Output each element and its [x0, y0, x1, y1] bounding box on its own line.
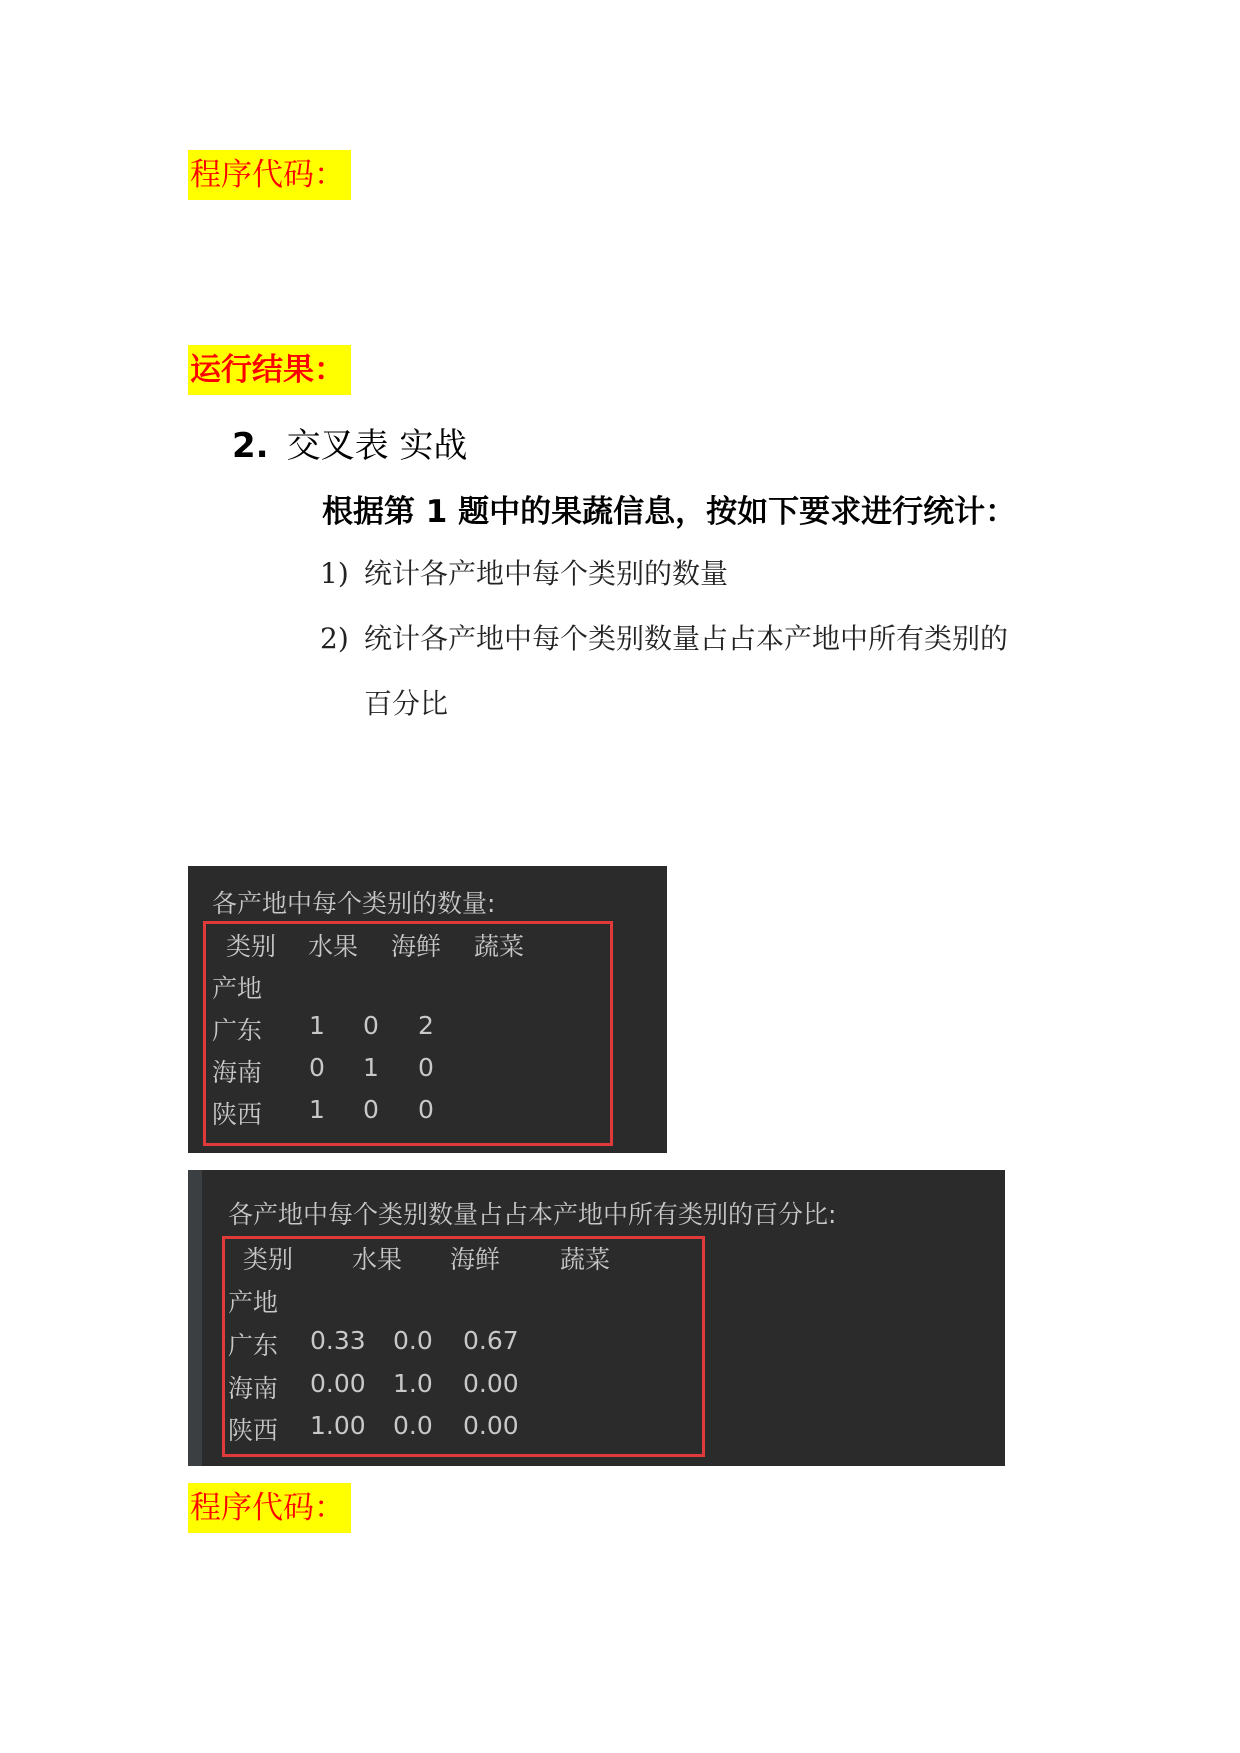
counts-cell: 0: [363, 1095, 379, 1124]
percentages-cell: 0.0: [393, 1411, 433, 1440]
percentages-cell: 0.00: [463, 1411, 519, 1440]
counts-row-name: 广东: [212, 1016, 263, 1045]
counts-index-label: 产地: [212, 974, 263, 1003]
percentages-row-name: 广东: [228, 1331, 279, 1360]
console-output-counts-title: 各产地中每个类别的数量:: [212, 889, 496, 918]
console-output-percentages-title: 各产地中每个类别数量占占本产地中所有类别的百分比:: [228, 1200, 837, 1229]
section-title: 交叉表 实战: [286, 426, 468, 466]
code-label-bottom: 程序代码：: [188, 1483, 351, 1533]
section-heading: [232, 418, 467, 467]
percentages-cell: 0.0: [393, 1326, 433, 1355]
counts-cell: 0: [418, 1053, 434, 1082]
percentages-column-header: 海鲜: [450, 1245, 501, 1274]
percentages-column-header: 蔬菜: [560, 1245, 611, 1274]
counts-cell: 2: [418, 1011, 434, 1040]
counts-cell: 1: [309, 1011, 325, 1040]
requirement-2-continued: [364, 682, 448, 722]
counts-cell: 1: [363, 1053, 379, 1082]
percentages-columns-label: 类别: [243, 1245, 294, 1274]
counts-cell: 1: [309, 1095, 325, 1124]
section-intro: 根据第 1 题中的果蔬信息，按如下要求进行统计：: [322, 494, 1017, 530]
requirement-1-text: 统计各产地中每个类别的数量: [364, 557, 729, 590]
percentages-cell: 1.00: [310, 1411, 366, 1440]
result-label: 运行结果：: [188, 345, 351, 395]
counts-column-header: 蔬菜: [474, 932, 525, 961]
requirement-2-marker: 2): [320, 622, 349, 655]
counts-row-name: 海南: [212, 1058, 263, 1087]
percentages-index-label: 产地: [228, 1288, 279, 1317]
console-output-counts: [188, 866, 667, 1153]
requirement-2: [320, 617, 1008, 657]
percentages-row-name: 陕西: [228, 1416, 279, 1445]
counts-cell: 0: [363, 1011, 379, 1040]
counts-cell: 0: [309, 1053, 325, 1082]
percentages-cell: 0.33: [310, 1326, 366, 1355]
requirement-1-marker: 1): [320, 557, 349, 590]
percentages-column-header: 水果: [352, 1245, 403, 1274]
counts-column-header: 海鲜: [391, 932, 442, 961]
counts-row-name: 陕西: [212, 1100, 263, 1129]
counts-cell: 0: [418, 1095, 434, 1124]
percentages-cell: 0.00: [310, 1369, 366, 1398]
requirement-2-text: 统计各产地中每个类别数量占占本产地中所有类别的: [364, 622, 1009, 655]
editor-gutter: [188, 1170, 202, 1466]
code-label-top: 程序代码：: [188, 150, 351, 200]
requirement-1: [320, 552, 728, 592]
counts-columns-label: 类别: [226, 932, 277, 961]
percentages-row-name: 海南: [228, 1374, 279, 1403]
counts-column-header: 水果: [308, 932, 359, 961]
percentages-cell: 1.0: [393, 1369, 433, 1398]
requirement-2-continued-text: 百分比: [364, 687, 449, 720]
section-number: 2.: [232, 426, 269, 466]
percentages-cell: 0.00: [463, 1369, 519, 1398]
console-output-percentages: [188, 1170, 1005, 1466]
percentages-cell: 0.67: [463, 1326, 519, 1355]
